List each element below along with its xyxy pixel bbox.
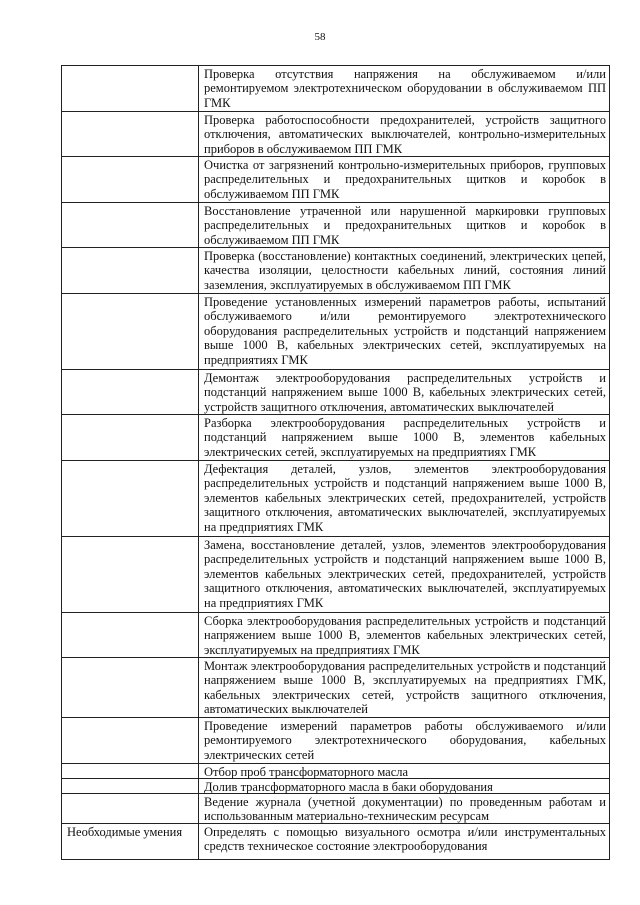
row-text: Определять с помощью визуального осмотра и/или инструментальных средств техническое состояние электрооборудования: [199, 824, 610, 860]
row-label: [62, 613, 199, 658]
row-text: Долив трансформаторного масла в баки оборудования: [199, 779, 610, 794]
row-text: Ведение журнала (учетной документации) по проведенным работам и использованным материально-техническим ресурсам: [199, 794, 610, 824]
row-label: [62, 248, 199, 294]
row-label: [62, 370, 199, 415]
row-label: [62, 66, 199, 112]
competency-table: [61, 65, 610, 860]
row-text: Монтаж электрооборудования распределительных устройств и подстанций напряжением выше 1000 В, эксплуатируемых на предприятиях ГМК, кабельных электрических сетей, устройств защитного отключения, автоматических выключателей: [199, 658, 610, 718]
row-text: Проверка отсутствия напряжения на обслуживаемом и/или ремонтируемом электротехническом оборудовании в обслуживаемом ПП ГМК: [199, 66, 610, 112]
row-label: [62, 294, 199, 370]
row-text: Проверка работоспособности предохранителей, устройств защитного отключения, автоматических выключателей, контрольно-измерительных приборов в обслуживаемом ПП ГМК: [199, 112, 610, 157]
row-label: [62, 794, 199, 824]
row-text: Сборка электрооборудования распределительных устройств и подстанций напряжением выше 1000 В, элементов кабельных электрических сетей, эксплуатируемых на предприятиях ГМК: [199, 613, 610, 658]
row-label: [62, 415, 199, 461]
page-number: 58: [314, 31, 326, 43]
row-text: Проведение установленных измерений параметров работы, испытаний обслуживаемого и/или ремонтируемого электротехнического оборудования распределительных устройств и подстанций напряжением выше 1000 В, кабельных электрических сетей, эксплуатируемых на предприятиях ГМК: [199, 294, 610, 370]
row-label: [62, 461, 199, 537]
row-text: Проведение измерений параметров работы обслуживаемого и/или ремонтируемого электротехнического оборудования, кабельных электрических сетей: [199, 718, 610, 764]
row-label: [62, 112, 199, 157]
row-text: Демонтаж электрооборудования распределительных устройств и подстанций напряжением выше 1000 В, кабельных электрических сетей, устройств защитного отключения, автоматических выключателей: [199, 370, 610, 415]
row-label: [62, 157, 199, 203]
row-text: Очистка от загрязнений контрольно-измерительных приборов, групповых распределительных и предохранительных щитков и коробок в обслуживаемом ПП ГМК: [199, 157, 610, 203]
row-text: Разборка электрооборудования распределительных устройств и подстанций напряжением выше 1000 В, элементов кабельных электрических сетей, эксплуатируемых на предприятиях ГМК: [199, 415, 610, 461]
row-label: [62, 779, 199, 794]
row-text: Дефектация деталей, узлов, элементов электрооборудования распределительных устройств и подстанций напряжением выше 1000 В, элементов кабельных электрических сетей, предохранителей, устройств защитного отключения, автоматических выключателей, эксплуатируемых на предприятиях ГМК: [199, 461, 610, 537]
row-label: [62, 203, 199, 248]
row-label: [62, 537, 199, 613]
row-label: [62, 718, 199, 764]
row-label: [62, 658, 199, 718]
section-label-skills: Необходимые умения: [62, 824, 199, 860]
row-text: Проверка (восстановление) контактных соединений, электрических цепей, качества изоляции, целостности кабельных линий, состояния линий заземления, эксплуатируемых в обслуживаемом ПП ГМК: [199, 248, 610, 294]
row-label: [62, 764, 199, 779]
row-text: Восстановление утраченной или нарушенной маркировки групповых распределительных и предохранительных щитков и коробок в обслуживаемом ПП ГМК: [199, 203, 610, 248]
row-text: Отбор проб трансформаторного масла: [199, 764, 610, 779]
row-text: Замена, восстановление деталей, узлов, элементов электрооборудования распределительных устройств и подстанций напряжением выше 1000 В, элементов кабельных электрических сетей, предохранителей, устройств защитного отключения, автоматических выключателей, эксплуатируемых на предприятиях ГМК: [199, 537, 610, 613]
